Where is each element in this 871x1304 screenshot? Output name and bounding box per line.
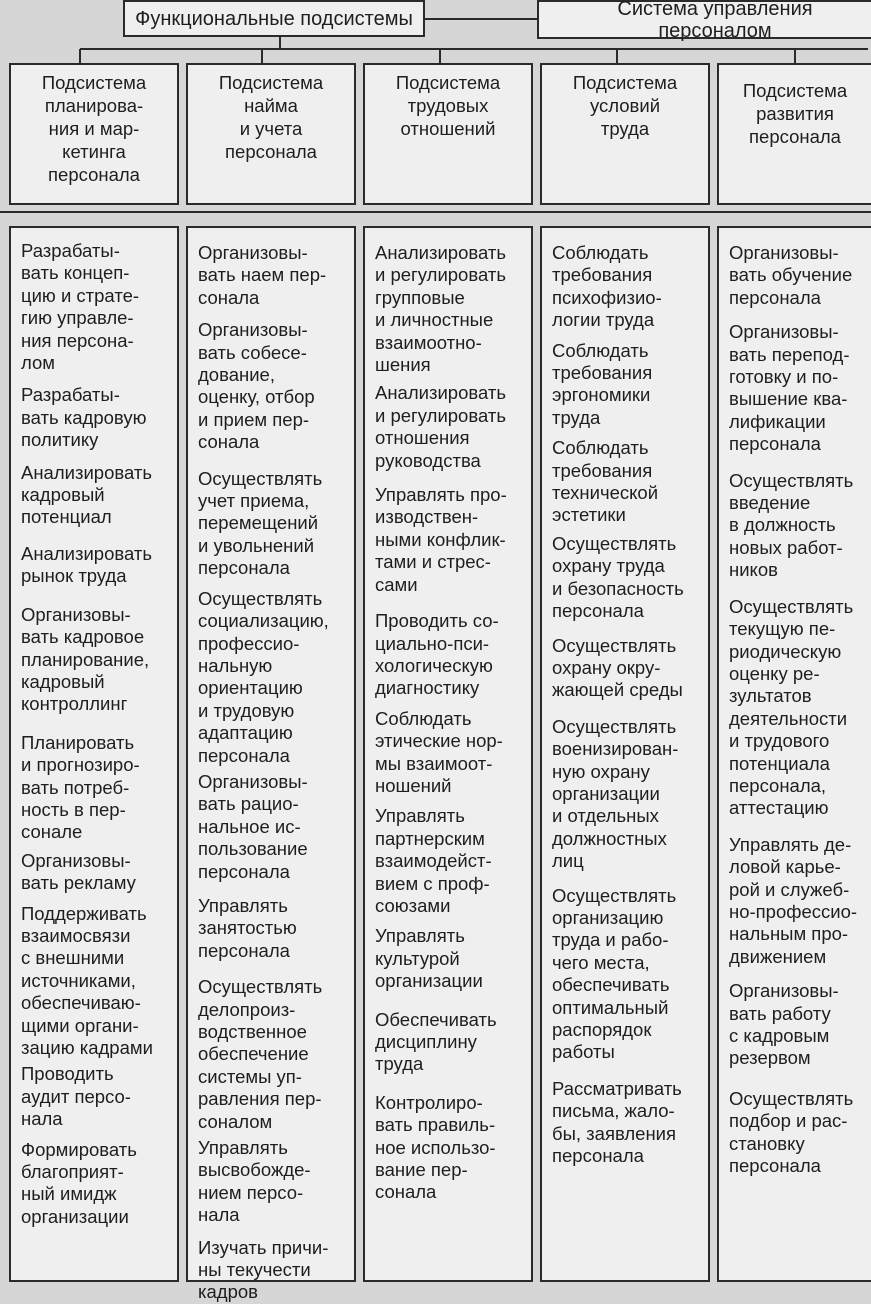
functions-column-labor-relations (363, 226, 533, 1282)
subsystem-title: Подсистема найма и учета персонала (218, 72, 324, 162)
function-item: Анализировать кадровый потенциал (21, 461, 152, 528)
function-item: Анализировать рынок труда (21, 542, 152, 587)
function-item: Осуществлять социализацию, профессио- нальную ориентацию и трудовую адаптацию персонала (198, 587, 329, 766)
function-item: Организовы- вать кадровое планирование, кадровый контроллинг (21, 603, 150, 715)
function-item: Соблюдать этические нор- мы взаимоот- ношений (375, 707, 503, 796)
function-item: Анализировать и регулировать отношения руководства (375, 382, 506, 471)
function-item: Соблюдать требования психофизио- логии труда (552, 242, 662, 331)
function-item: Соблюдать требования технической эстетики (552, 437, 659, 526)
function-item: Осуществлять делопроиз- водственное обеспечение системы уп- равления пер- соналом (198, 976, 323, 1132)
function-item: Организовы- вать собесе- дование, оценку, отбор и прием пер- сонала (198, 319, 315, 453)
functional-subsystems-label: Функциональные подсистемы (135, 7, 413, 30)
function-item: Проводить аудит персо- нала (21, 1063, 131, 1130)
hr-management-system-box (537, 0, 871, 42)
subsystem-title: Подсистема планирова- ния и мар- кетинга персонала (41, 72, 147, 185)
function-item: Изучать причи- ны текучести кадров (198, 1236, 329, 1303)
function-item: Осуществлять учет приема, перемещений и увольнений персонала (198, 467, 323, 579)
function-item: Управлять высвобожде- нием персо- нала (198, 1137, 311, 1226)
function-item: Управлять де- ловой карье- рой и служеб- но-профессио- нальным про- движением (729, 833, 858, 967)
function-item: Управлять про- изводствен- ными конфлик- тами и стрес- сами (375, 484, 507, 595)
function-item: Осуществлять текущую пе- риодическую оценку ре- зультатов деятельности и трудового потенциала персонала, аттестацию (729, 595, 854, 819)
function-item: Организовы- вать перепод- готовку и по- вышение ква- лификации персонала (729, 321, 850, 455)
function-item: Осуществлять военизирован- ную охрану организации и отдельных должностных лиц (552, 715, 679, 872)
subsystem-working-conditions (540, 63, 710, 205)
subsystem-planning-marketing (9, 63, 179, 205)
function-item: Организовы- вать обучение персонала (729, 242, 853, 308)
subsystem-personnel-development (717, 63, 871, 205)
function-item: Разрабаты- вать кадровую политику (21, 384, 147, 451)
function-item: Поддерживать взаимосвязи с внешними источниками, обеспечиваю- щими органи- зацию кадрами (21, 902, 153, 1058)
hr-management-system-label: Система управления персоналом (617, 0, 813, 42)
function-item: Организовы- вать наем пер- сонала (198, 242, 327, 308)
subsystem-title: Подсистема условий труда (572, 72, 678, 139)
function-item: Осуществлять подбор и рас- становку персонала (729, 1087, 854, 1177)
function-item: Формировать благоприят- ный имидж организации (21, 1138, 137, 1227)
function-item: Контролиро- вать правиль- ное использо- вание пер- сонала (375, 1091, 496, 1203)
functions-column-working-conditions (540, 226, 710, 1282)
function-item: Осуществлять введение в должность новых работ- ников (729, 469, 854, 581)
function-item: Соблюдать требования эргономики труда (552, 339, 653, 428)
function-item: Управлять занятостью персонала (198, 894, 297, 961)
function-item: Организовы- вать рекламу (21, 849, 136, 894)
subsystem-title: Подсистема развития персонала (742, 80, 848, 147)
function-item: Организовы- вать рацио- нальное ис- пользование персонала (198, 770, 308, 882)
function-item: Проводить со- циально-пси- хологическую диагностику (375, 610, 499, 699)
function-item: Осуществлять организацию труда и рабо- чего места, обеспечивать оптимальный распорядок работы (552, 884, 677, 1063)
functions-column-hiring-accounting (186, 226, 356, 1303)
functional-subsystems-box (123, 0, 425, 37)
functions-column-personnel-development (717, 226, 871, 1282)
subsystem-title: Подсистема трудовых отношений (395, 72, 501, 139)
function-item: Рассматривать письма, жало- бы, заявления персонала (552, 1077, 682, 1167)
subsystem-labor-relations (363, 63, 533, 205)
function-item: Организовы- вать работу с кадровым резервом (729, 980, 839, 1069)
functions-column-planning-marketing (9, 226, 179, 1282)
function-item: Разрабаты- вать концеп- цию и страте- гию управле- ния персона- лом (21, 240, 140, 374)
subsystem-hiring-accounting (186, 63, 356, 205)
function-item: Осуществлять охрану окру- жающей среды (552, 634, 683, 701)
function-item: Управлять культурой организации (375, 925, 483, 992)
function-item: Управлять партнерским взаимодейст- вием с проф- союзами (375, 805, 492, 916)
function-item: Анализировать и регулировать групповые и личностные взаимоотно- шения (375, 242, 506, 376)
function-item: Планировать и прогнозиро- вать потреб- ность в пер- сонале (21, 731, 140, 843)
function-item: Обеспечивать дисциплину труда (375, 1008, 497, 1075)
function-item: Осуществлять охрану труда и безопасность персонала (552, 532, 684, 622)
